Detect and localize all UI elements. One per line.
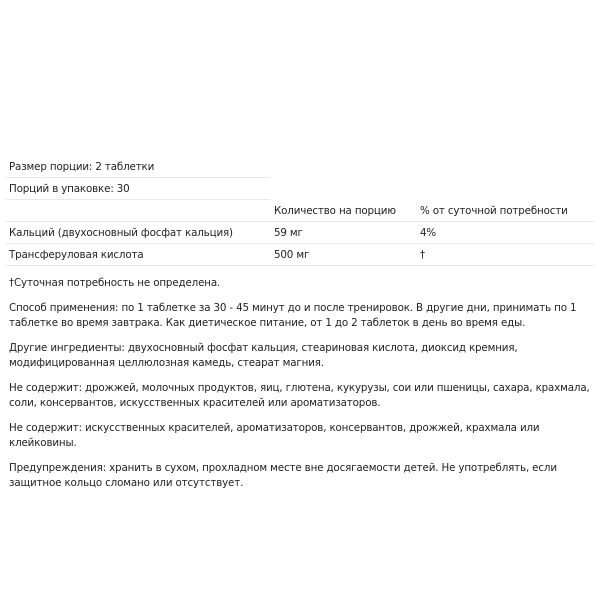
usage-instructions: Способ применения: по 1 таблетке за 30 - 45 минут до и после тренировок. В другие дни, принимать по 1 таблетке во время завтрака. Как диетическое питание, от 1 до 2 таблеток в день во время еды. [9,301,577,329]
nutrient-amount: 500 мг [274,249,310,261]
nutrient-name: Трансферуловая кислота [9,249,144,261]
table-row [6,222,594,244]
serving-size: Размер порции: 2 таблетки [9,161,155,173]
nutrient-daily-value: † [420,249,425,261]
facts-header-row [6,200,594,222]
nutrient-daily-value: 4% [420,227,437,239]
warnings: Предупреждения: хранить в сухом, прохладном месте вне досягаемости детей. Не употреблять, если защитное кольцо сломано или отсутствует. [9,461,557,489]
other-ingredients: Другие ингредиенты: двухосновный фосфат кальция, стеариновая кислота, диоксид кремния, модифицированная целлюлозная камедь, стеарат магния. [9,341,518,369]
additive-free-statement: Не содержит: искусственных красителей, ароматизаторов, консервантов, дрожжей, крахмала или клейковины. [9,421,540,449]
daily-value-note: †Суточная потребность не определена. [9,277,221,289]
product-notes [9,276,591,501]
allergen-free-statement: Не содержит: дрожжей, молочных продуктов, яиц, глютена, кукурузы, сои или пшеницы, сахара, крахмала, соли, консервантов, искусственных красителей или ароматизаторов. [9,381,590,409]
daily-value-header: % от суточной потребности [420,205,568,217]
servings-per-container: Порций в упаковке: 30 [9,183,130,195]
nutrient-name: Кальций (двухосновный фосфат кальция) [9,227,233,239]
table-row [6,244,594,266]
amount-per-serving-header: Количество на порцию [274,205,396,217]
serving-size-row [6,156,270,178]
supplement-facts-table [6,156,594,266]
servings-per-container-row [6,178,270,200]
nutrient-amount: 59 мг [274,227,303,239]
